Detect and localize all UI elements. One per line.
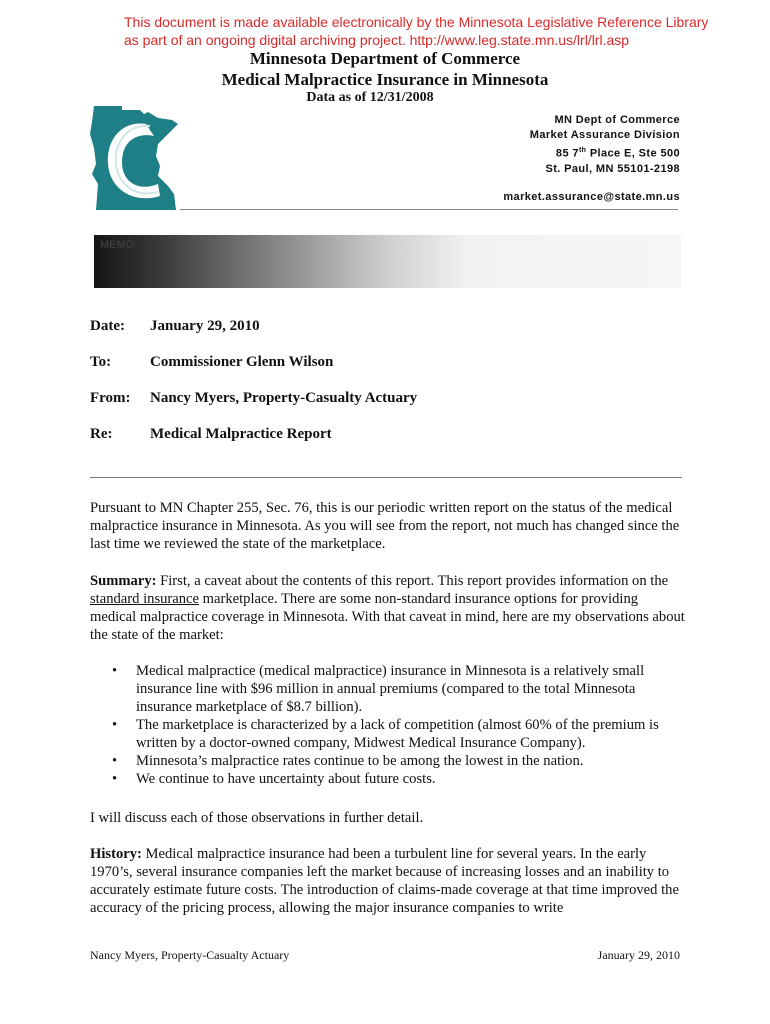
header-divider <box>180 209 678 210</box>
observations-list <box>112 662 692 788</box>
list-item: • Medical malpractice (medical malpractice) insurance in Minnesota is a relatively small insurance line with $96 million in annual premiums (compared to the total Minnesota insurance marketplace of $8.7 billion). <box>112 663 645 715</box>
list-item: • The marketplace is characterized by a lack of competition (almost 60% of the premium is written by a doctor-owned company, Midwest Medical Insurance Company). <box>112 717 659 751</box>
address-division: Market Assurance Division <box>529 129 680 141</box>
memo-divider <box>90 477 682 478</box>
archive-notice-line1: This document is made available electronically by the Minnesota Legislative Reference Library <box>124 14 709 30</box>
data-date: Data as of 12/31/2008 <box>306 90 434 105</box>
report-title: Medical Malpractice Insurance in Minnesota <box>221 70 549 89</box>
memo-banner <box>94 235 681 288</box>
to-value: Commissioner Glenn Wilson <box>150 354 334 370</box>
address-block <box>530 113 680 177</box>
history-paragraph: History: Medical malpractice insurance had been a turbulent line for several years. In the early 1970’s, several insurance companies left the market because of increasing losses and an inability to accurately estimate future costs. The introduction of claims-made coverage at that time improved the accuracy of the pricing process, allowing the major insurance companies to write <box>90 846 679 916</box>
discuss-paragraph: I will discuss each of those observations in further detail. <box>90 810 424 826</box>
summary-heading: Summary: <box>90 573 157 589</box>
from-label: From: <box>90 390 131 406</box>
archive-notice-line2: as part of an ongoing digital archiving project. http://www.leg.state.mn.us/lrl/lrl.asp <box>124 32 630 48</box>
archive-notice <box>124 13 744 49</box>
history-heading: History: <box>90 846 142 862</box>
list-item: • Minnesota’s malpractice rates continue to be among the lowest in the nation. <box>112 753 584 769</box>
re-label: Re: <box>90 426 113 442</box>
minnesota-commerce-logo <box>88 104 184 210</box>
list-item: • We continue to have uncertainty about future costs. <box>112 771 436 787</box>
to-label: To: <box>90 354 112 370</box>
re-value: Medical Malpractice Report <box>150 426 332 442</box>
footer-date: January 29, 2010 <box>597 948 680 962</box>
date-value: January 29, 2010 <box>150 318 260 334</box>
date-label: Date: <box>90 318 125 334</box>
intro-paragraph: Pursuant to MN Chapter 255, Sec. 76, this is our periodic written report on the status of the medical malpractice insurance in Minnesota. As you will see from the report, not much has changed since the last time we reviewed the state of the marketplace. <box>90 500 680 552</box>
summary-paragraph: Summary: First, a caveat about the contents of this report. This report provides information on the standard insurance marketplace. There are some non-standard insurance options for providing medical malpractice coverage in Minnesota. With that caveat in mind, here are my observations about the state of the market: <box>90 573 685 643</box>
standard-insurance-term: standard insurance <box>90 591 200 607</box>
from-value: Nancy Myers, Property-Casualty Actuary <box>150 390 418 406</box>
footer-author: Nancy Myers, Property-Casualty Actuary <box>90 948 290 962</box>
address-street: 85 7th Place E, Ste 500 <box>555 147 680 160</box>
email-address[interactable]: market.assurance@state.mn.us <box>503 191 680 203</box>
memo-label: MEMO <box>100 239 135 251</box>
department-title: Minnesota Department of Commerce <box>249 49 521 68</box>
address-city: St. Paul, MN 55101-2198 <box>545 162 680 175</box>
address-org: MN Dept of Commerce <box>554 114 680 126</box>
